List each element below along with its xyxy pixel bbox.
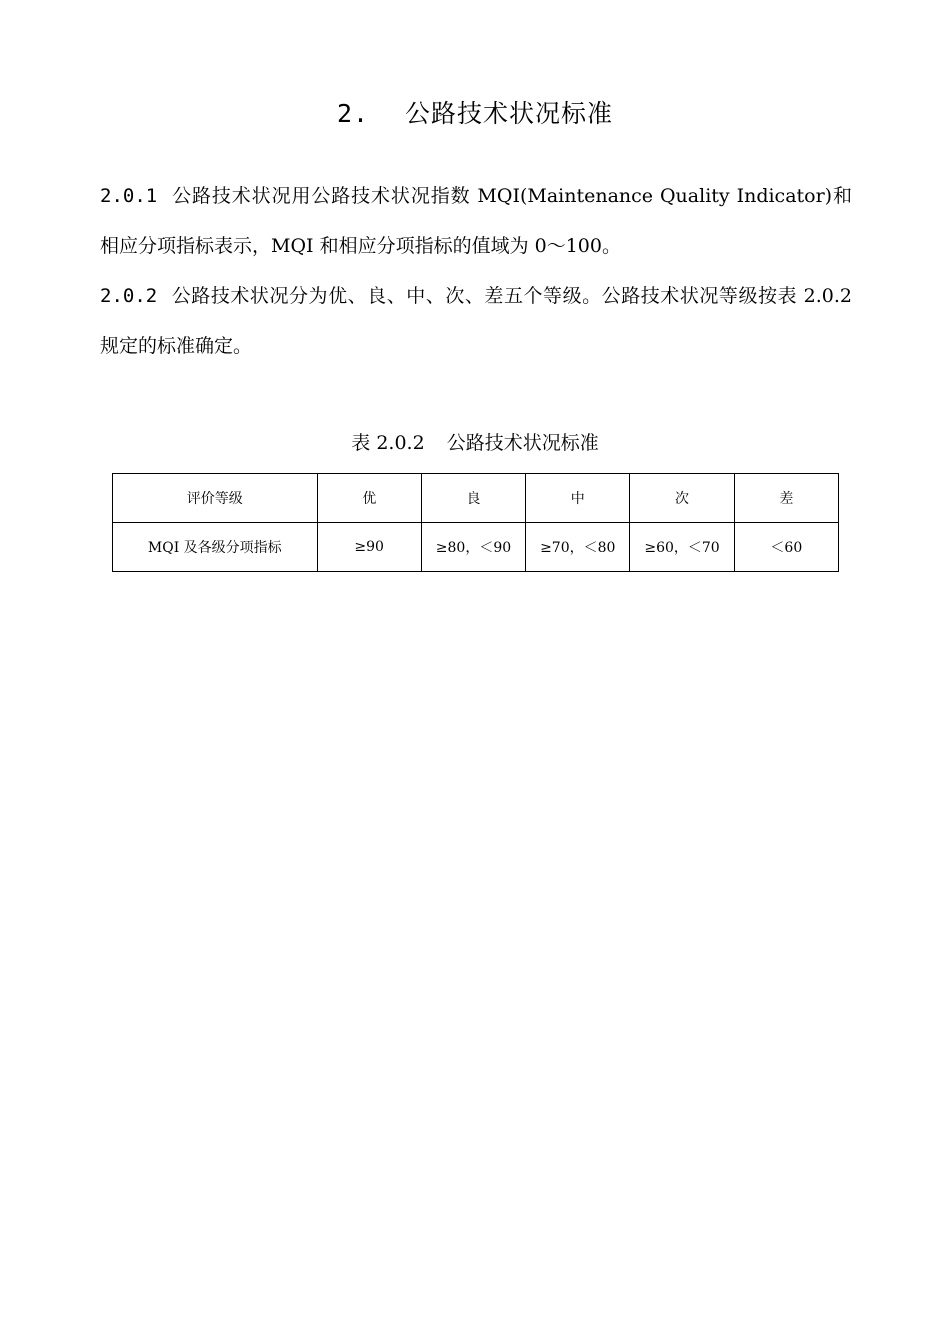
table-header-cell: 优 — [317, 474, 421, 523]
section-title-text: 公路技术状况标准 — [405, 99, 614, 128]
table-header-cell: 差 — [734, 474, 838, 523]
clause-text: 公路技术状况分为优、良、中、次、差五个等级。公路技术状况等级按表 2.0.2 规定的标准确定。 — [100, 285, 852, 357]
grade-standard-table — [112, 473, 839, 572]
table-cell: ≥90 — [317, 523, 421, 572]
table-header-cell: 次 — [630, 474, 734, 523]
clause-number: 2.0.2 — [100, 285, 158, 307]
table-header-cell: 评价等级 — [113, 474, 318, 523]
table-header-row — [113, 474, 839, 523]
table-caption-number: 表 2.0.2 — [351, 432, 425, 454]
table-cell: ≥70，＜80 — [526, 523, 630, 572]
clause-text: 公路技术状况用公路技术状况指数 MQI(Maintenance Quality Indicator)和相应分项指标表示，MQI 和相应分项指标的值域为 0～100。 — [100, 185, 852, 257]
table-cell: ＜60 — [734, 523, 838, 572]
table-header-cell: 良 — [421, 474, 525, 523]
section-number: 2. — [336, 99, 370, 128]
table-header-cell: 中 — [526, 474, 630, 523]
table-caption-text: 公路技术状况标准 — [446, 432, 599, 454]
clause-2-0-1 — [100, 171, 852, 271]
clause-2-0-2 — [100, 271, 852, 371]
table-cell: ≥80，＜90 — [421, 523, 525, 572]
section-title — [0, 96, 950, 132]
clause-number: 2.0.1 — [100, 185, 158, 207]
table-caption — [0, 428, 950, 458]
table-cell: ≥60，＜70 — [630, 523, 734, 572]
table-cell: MQI 及各级分项指标 — [113, 523, 318, 572]
table-row — [113, 523, 839, 572]
